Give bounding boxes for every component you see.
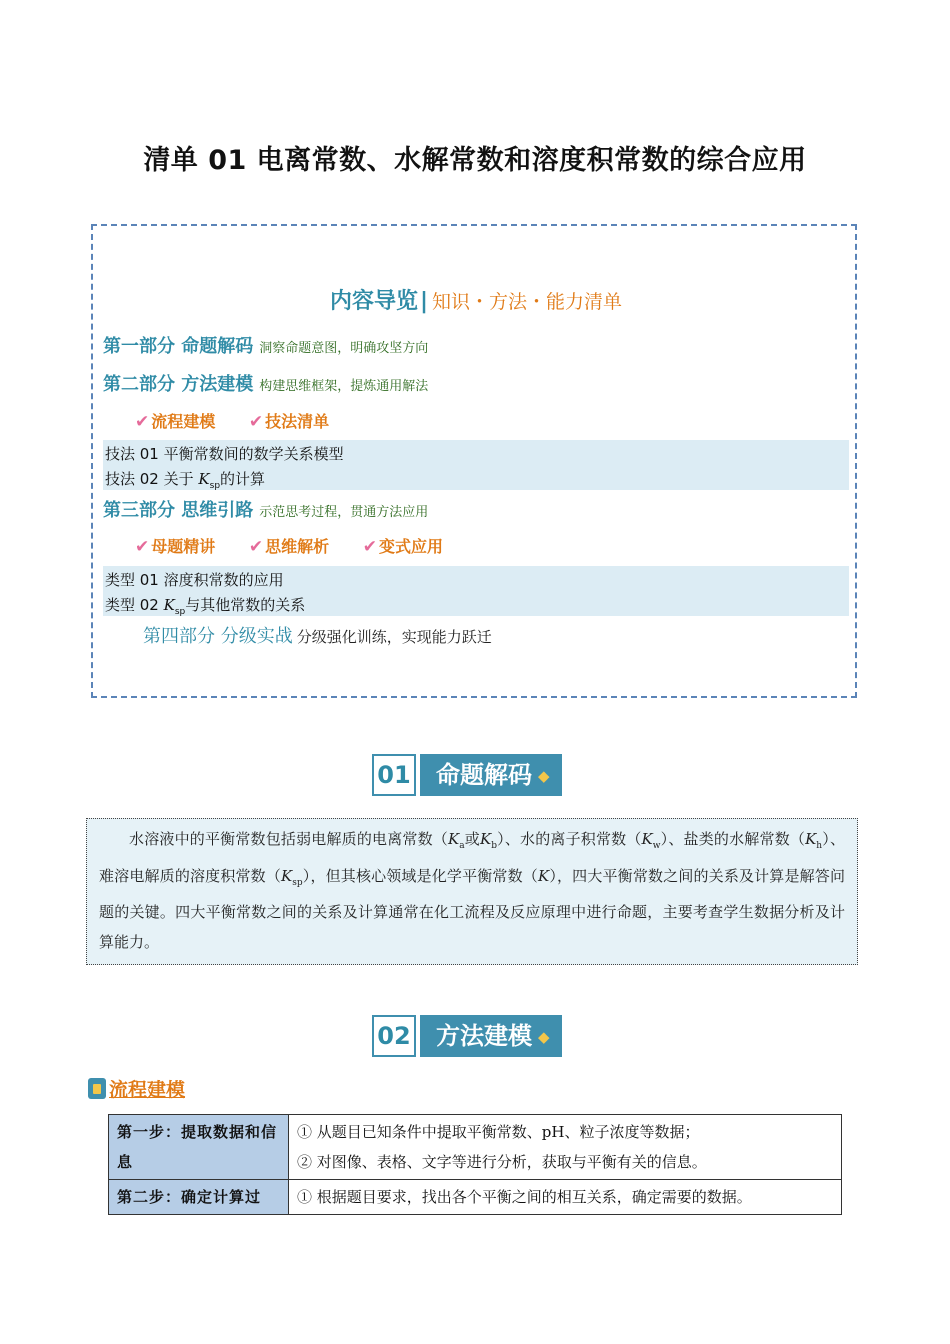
document-title: 清单 01 电离常数、水解常数和溶度积常数的综合应用 [143, 145, 807, 176]
diamond-icon: ◆ [538, 1028, 550, 1046]
type-item: 类型 02 $K_{sp}$与其他常数的关系 [105, 596, 306, 617]
content-overview-box [91, 224, 857, 698]
flow-modeling-title: 流程建模 [88, 1075, 185, 1102]
intro-paragraph: 水溶液中的平衡常数包括弱电解质的电离常数（$K_a$或$K_b$）、水的离子积常数$(K_w)$、盐类的水解常数$(K_h)$、难溶电解质的溶度积常数$(K_{sp})$，但其核心领域是化学平衡常数（K），四大平衡常数之间的关系及计算是解答问题的关键。四大平衡常数之间的关系及计算通常在化工流程及反应原理中进行命题，主要考查学生数据分析及计算能力。 [99, 830, 845, 951]
check-icon: ✔ [135, 537, 150, 557]
check-icon: ✔ [135, 412, 150, 432]
check-icon: ✔ [248, 537, 264, 557]
diamond-icon: ◆ [538, 767, 550, 785]
section-badge-01 [372, 754, 562, 796]
step-content: ① 从题目已知条件中提取平衡常数、pH、粒子浓度等数据； ② 对图像、表格、文字等进行分析，获取与平衡有关的信息。 [289, 1115, 842, 1180]
check-icon: ✔ [248, 412, 264, 432]
part2-items-band [103, 440, 849, 490]
part3-check-list [135, 534, 471, 557]
flow-steps-table [108, 1114, 842, 1215]
step-key: 第二步：确定计算过 [109, 1180, 289, 1215]
technique-item: 技法 01 平衡常数间的数学关系模型 [105, 445, 344, 463]
step-key: 第一步：提取数据和信息 [109, 1115, 289, 1180]
type-item: 类型 01 溶度积常数的应用 [105, 571, 284, 589]
check-icon: ✔ [362, 537, 377, 557]
part1-heading: 第一部分 命题解码 洞察命题意图，明确攻坚方向 [103, 336, 429, 357]
check-item: ✔ 流程建模 [135, 412, 216, 432]
part3-items-band [103, 566, 849, 616]
step-content: ① 根据题目要求，找出各个平衡之间的相互关系，确定需要的数据。 [289, 1180, 842, 1215]
check-item: ✔ 变式应用 [362, 537, 443, 557]
check-item: ✔ 思维解析 [248, 537, 330, 557]
clipboard-icon [88, 1078, 106, 1099]
section-number: 01 [372, 754, 416, 796]
check-item: ✔ 母题精讲 [135, 537, 216, 557]
section-label: 命题解码 ◆ [420, 754, 562, 796]
table-row [109, 1115, 842, 1180]
part2-heading: 第二部分 方法建模 构建思维框架，提炼通用解法 [103, 374, 429, 395]
part4-heading: 第四部分 分级实战 分级强化训练，实现能力跃迁 [143, 626, 492, 647]
overview-heading: 内容导览| 知识・方法・能力清单 [329, 289, 623, 314]
part2-check-list [135, 409, 357, 432]
section-badge-02 [372, 1015, 562, 1057]
section-label: 方法建模 ◆ [420, 1015, 562, 1057]
technique-item: 技法 02 关于 $K_{sp}$的计算 [105, 470, 266, 491]
overview-main-title: 内容导览 [329, 289, 418, 314]
part3-heading: 第三部分 思维引路 示范思考过程，贯通方法应用 [103, 500, 429, 521]
check-item: ✔ 技法清单 [248, 412, 330, 432]
table-row [109, 1180, 842, 1215]
overview-subtitle: 知识・方法・能力清单 [432, 291, 623, 313]
intro-box [86, 818, 858, 965]
section-number: 02 [372, 1015, 416, 1057]
